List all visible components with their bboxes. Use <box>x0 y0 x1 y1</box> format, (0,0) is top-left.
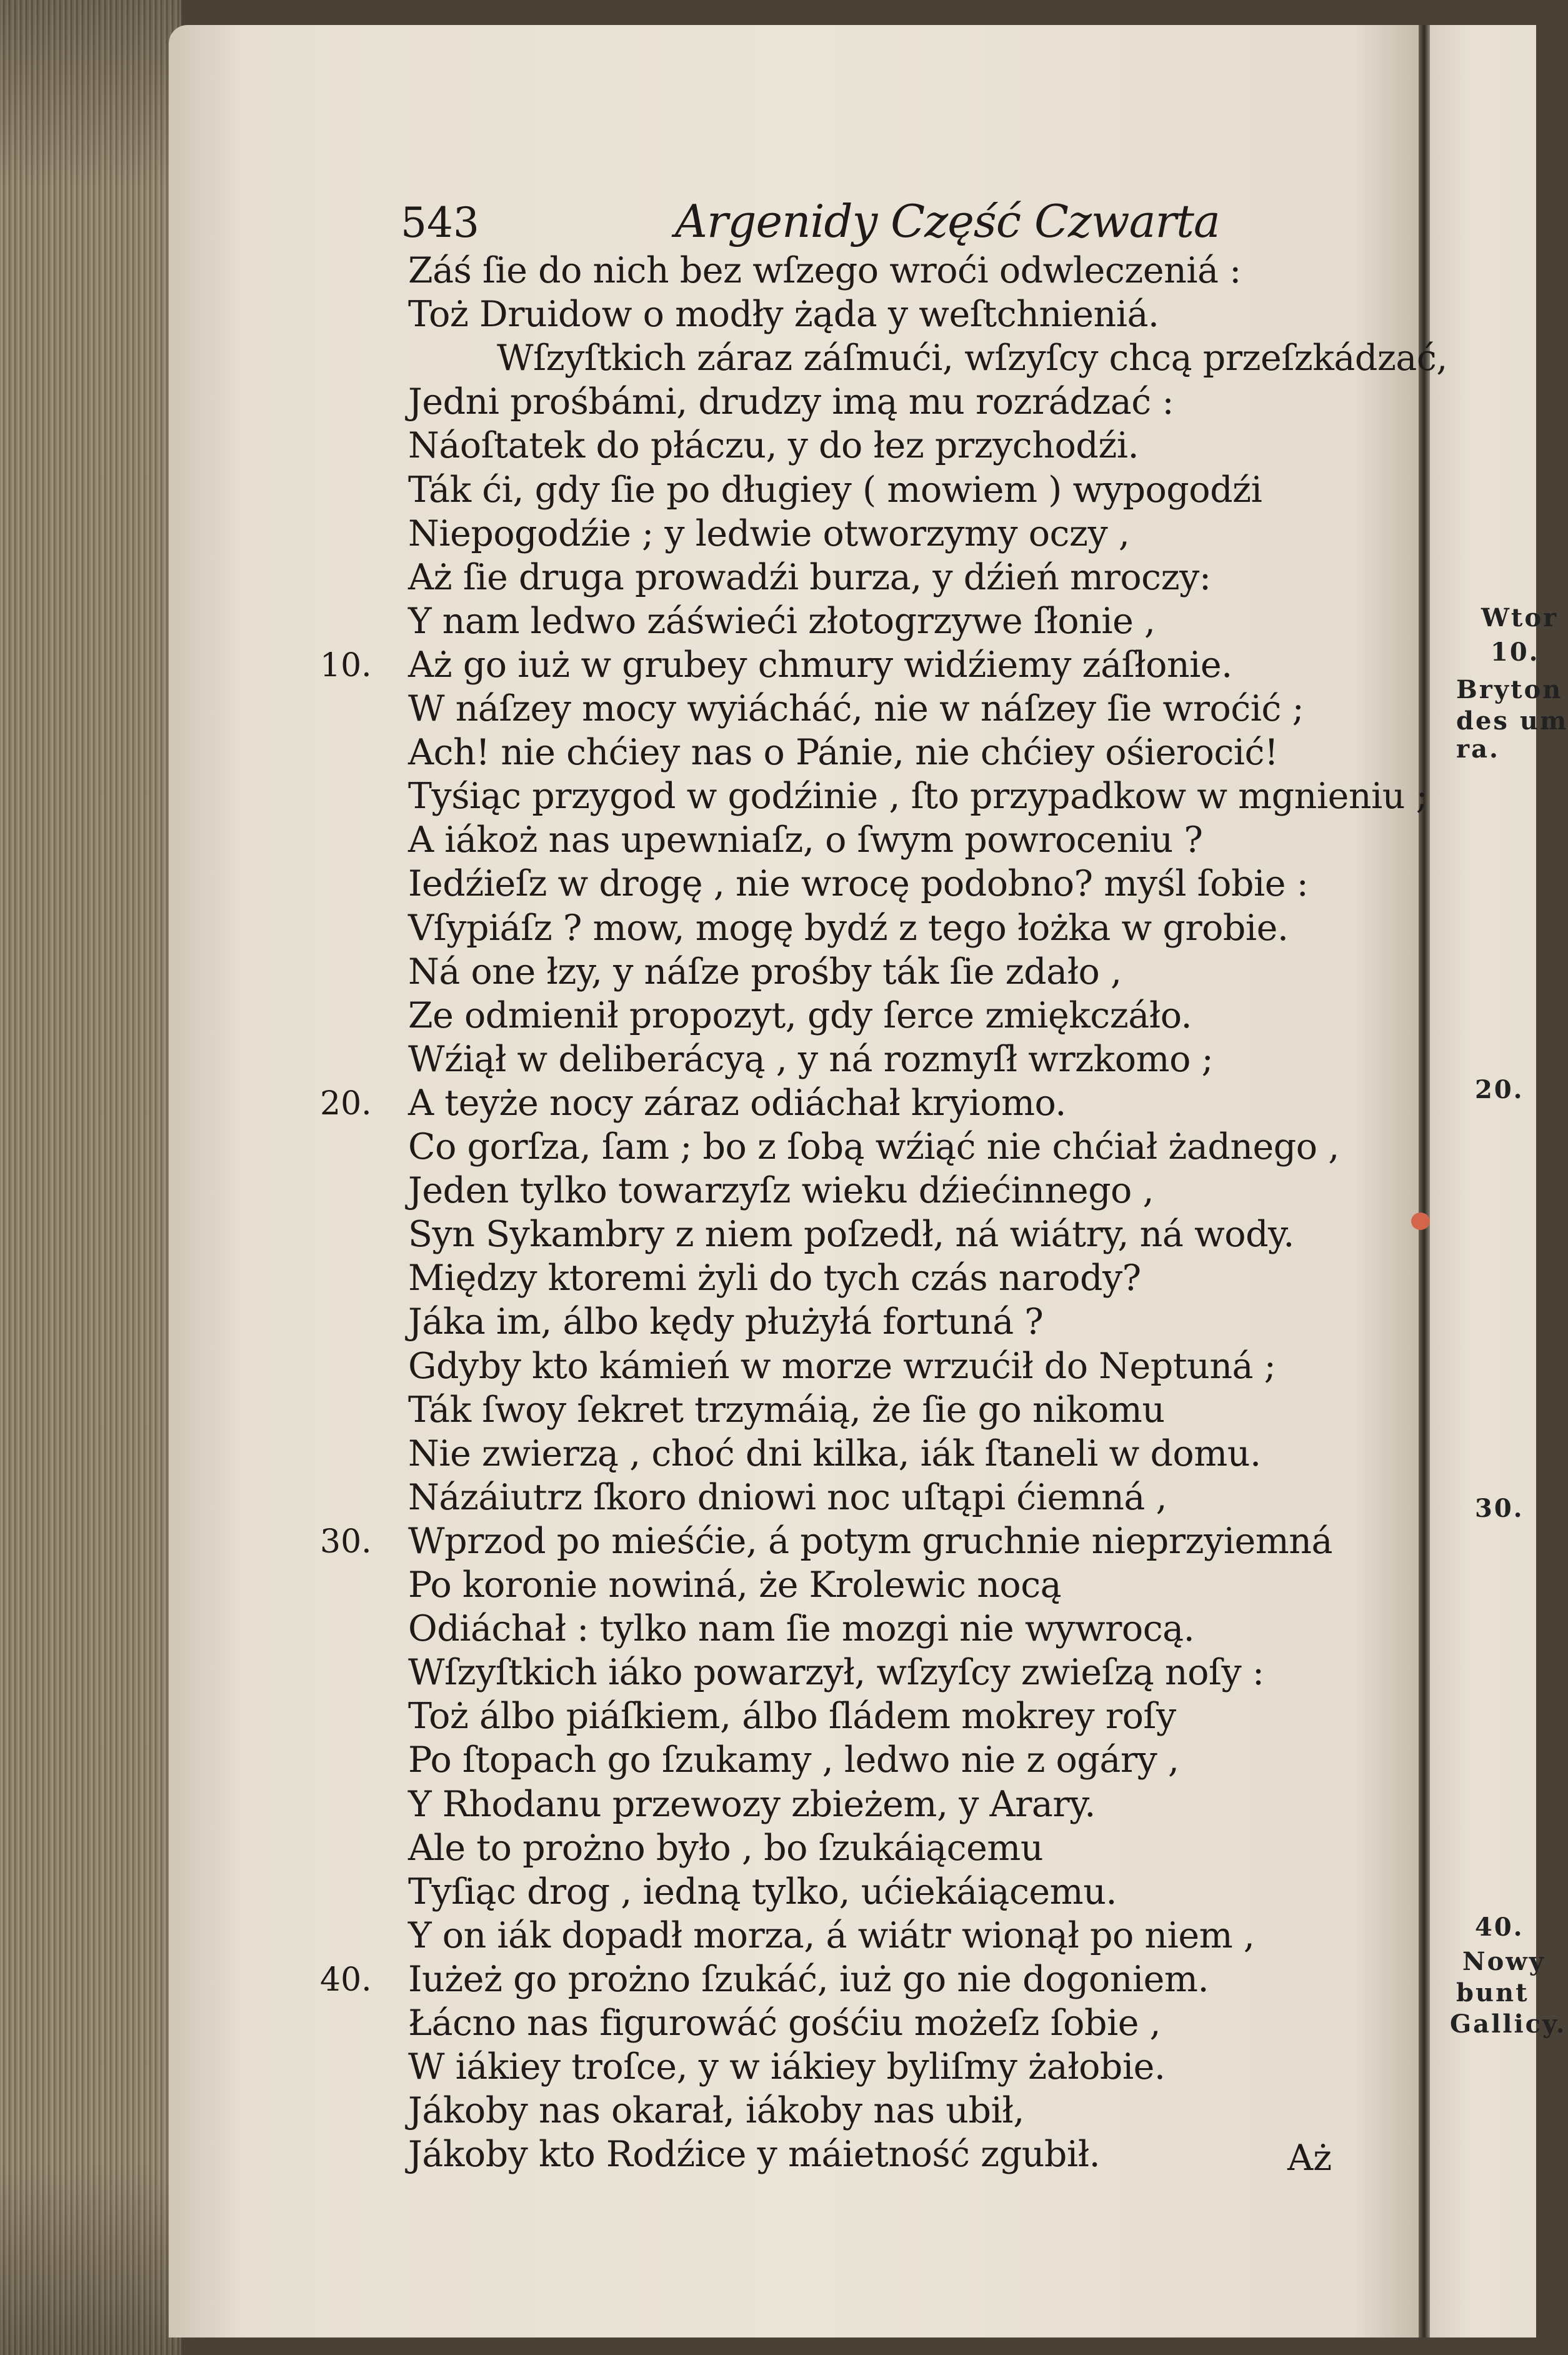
edge-shadow <box>0 0 181 2355</box>
verse-line: Po koronie nowiná, że Krolewic nocą <box>408 1564 1062 1606</box>
margin-note: Nowy <box>1462 1947 1546 1976</box>
page-number: 543 <box>401 199 479 247</box>
margin-note: des um <box>1456 706 1568 736</box>
verse-line: Jákoby nas okarał, iákoby nas ubił, <box>408 2090 1024 2132</box>
verse-line: Niepogodźie ; y ledwie otworzymy oczy , <box>408 512 1130 554</box>
margin-note: 10. <box>1491 638 1540 667</box>
verse-line: Tyśiąc przygod w godźinie , ſto przypadkow w mgnieniu ; <box>408 776 1428 818</box>
verse-line: Syn Sykambry z niem poſzedł, ná wiátry, ná wody. <box>408 1214 1294 1256</box>
margin-note: Gallicy. <box>1450 2009 1567 2039</box>
verse-line: Wprzod po mieśćie, á potym gruchnie nieprzyiemná <box>408 1520 1332 1562</box>
verse-line: Iużeż go prożno ſzukáć, iuż go nie dogoniem. <box>408 1958 1209 2000</box>
red-wax-stain <box>1411 1212 1430 1230</box>
verse-line: Łácno nas figurowáć gośćiu możeſz ſobie , <box>408 2002 1161 2044</box>
line-number: 30. <box>320 1522 372 1561</box>
verse-line: A iákoż nas upewniaſz, o ſwym powroceniu ? <box>408 819 1203 861</box>
margin-note: 40. <box>1475 1912 1524 1942</box>
verse-line: A teyże nocy záraz odiáchał kryiomo. <box>408 1082 1066 1124</box>
verse-line: Názáiutrz ſkoro dniowi noc uſtąpi ćiemná , <box>408 1476 1167 1518</box>
line-number: 20. <box>320 1084 372 1122</box>
verse-line: Y on iák dopadł morza, á wiátr wionął po niem , <box>408 1914 1255 1956</box>
verse-line: Wźiął w deliberácyą , y ná rozmyſł wrzkomo ; <box>408 1038 1214 1080</box>
line-number: 40. <box>320 1961 372 1999</box>
verse-line: Ale to prożno było , bo ſzukáiącemu <box>408 1827 1044 1869</box>
verse-line: Náoſtatek do płáczu, y do łez przychodźi. <box>408 425 1139 467</box>
verse-line: Gdyby kto kámień w morze wrzućił do Neptuná ; <box>408 1345 1276 1387</box>
verse-line: W náſzey mocy wyiácháć, nie w náſzey ſie wroćić ; <box>408 688 1304 729</box>
verse-line: Tyſiąc drog , iedną tylko, ućiekáiącemu. <box>408 1871 1117 1912</box>
verse-line: Odiáchał : tylko nam ſie mozgi nie wywrocą. <box>408 1608 1195 1650</box>
verse-line: Aż ſie druga prowadźi burza, y dźień mroczy: <box>408 556 1211 598</box>
verse-line: Y nam ledwo záświeći złotogrzywe ſłonie , <box>408 600 1156 642</box>
margin-note: 30. <box>1475 1494 1524 1523</box>
verse-line: Toż Druidow o modły żąda y weſtchnieniá. <box>408 294 1159 336</box>
line-number: 10. <box>320 646 372 684</box>
margin-note: ra. <box>1456 734 1500 764</box>
verse-line: Po ſtopach go ſzukamy , ledwo nie z ogáry , <box>408 1739 1179 1781</box>
margin-note: Wtor <box>1481 603 1559 632</box>
verse-line: Y Rhodanu przewozy zbieżem, y Arary. <box>408 1783 1096 1825</box>
verse-line: Jákoby kto Rodźice y máietność zgubił. <box>408 2134 1101 2176</box>
verse-line: Wſzyſtkich záraz záſmući, wſzyſcy chcą przeſzkádzać, <box>497 338 1447 379</box>
verse-line: Ták ſwoy ſekret trzymáią, że ſie go nikomu <box>408 1389 1165 1431</box>
verse-line: Jeden tylko towarzyſz wieku dźiećinnego , <box>408 1170 1154 1212</box>
verse-line: Ná one łzy, y náſze prośby ták ſie zdało , <box>408 951 1122 992</box>
margin-note: Bryton <box>1456 675 1563 704</box>
verse-line: Między ktoremi żyli do tych czás narody? <box>408 1258 1141 1299</box>
verse-line: Toż álbo piáſkiem, álbo ſládem mokrey roſy <box>408 1696 1176 1738</box>
running-title: Argenidy Część Czwarta <box>675 195 1220 248</box>
verse-line: Aż go iuż w grubey chmury widźiemy záſłonie. <box>408 644 1232 686</box>
verse-line: Ach! nie chćiey nas o Pánie, nie chćiey ośierocić! <box>408 732 1279 774</box>
verse-line: Co gorſza, ſam ; bo z ſobą wźiąć nie chćiał żadnego , <box>408 1126 1339 1168</box>
catchword: Aż <box>1287 2138 1332 2179</box>
verse-line: Záś ſie do nich bez wſzego wroći odwleczeniá : <box>408 250 1241 291</box>
verse-line: Ták ći, gdy ſie po długiey ( mowiem ) wypogodźi <box>408 469 1262 511</box>
verse-line: Ze odmienił propozyt, gdy ſerce zmiękczáło. <box>408 994 1192 1036</box>
verse-line: Vſypiáſz ? mow, mogę bydź z tego łożka w grobie. <box>408 907 1289 949</box>
verse-line: Nie zwierzą , choć dni kilka, iák ſtaneli w domu. <box>408 1432 1261 1474</box>
verse-line: Jedni prośbámi, drudzy imą mu rozrádzać : <box>408 381 1174 423</box>
verse-line: Iedźieſz w drogę , nie wrocę podobno? myśl ſobie : <box>408 863 1309 905</box>
verse-line: Wſzyſtkich iáko powarzył, wſzyſcy zwieſzą noſy : <box>408 1652 1264 1694</box>
margin-note: bunt <box>1456 1978 1529 2008</box>
margin-note: 20. <box>1475 1075 1524 1104</box>
verse-line: W iákiey troſce, y w iákiey byliſmy żałobie. <box>408 2046 1166 2088</box>
verse-line: Jáka im, álbo kędy płużyłá fortuná ? <box>408 1301 1044 1343</box>
